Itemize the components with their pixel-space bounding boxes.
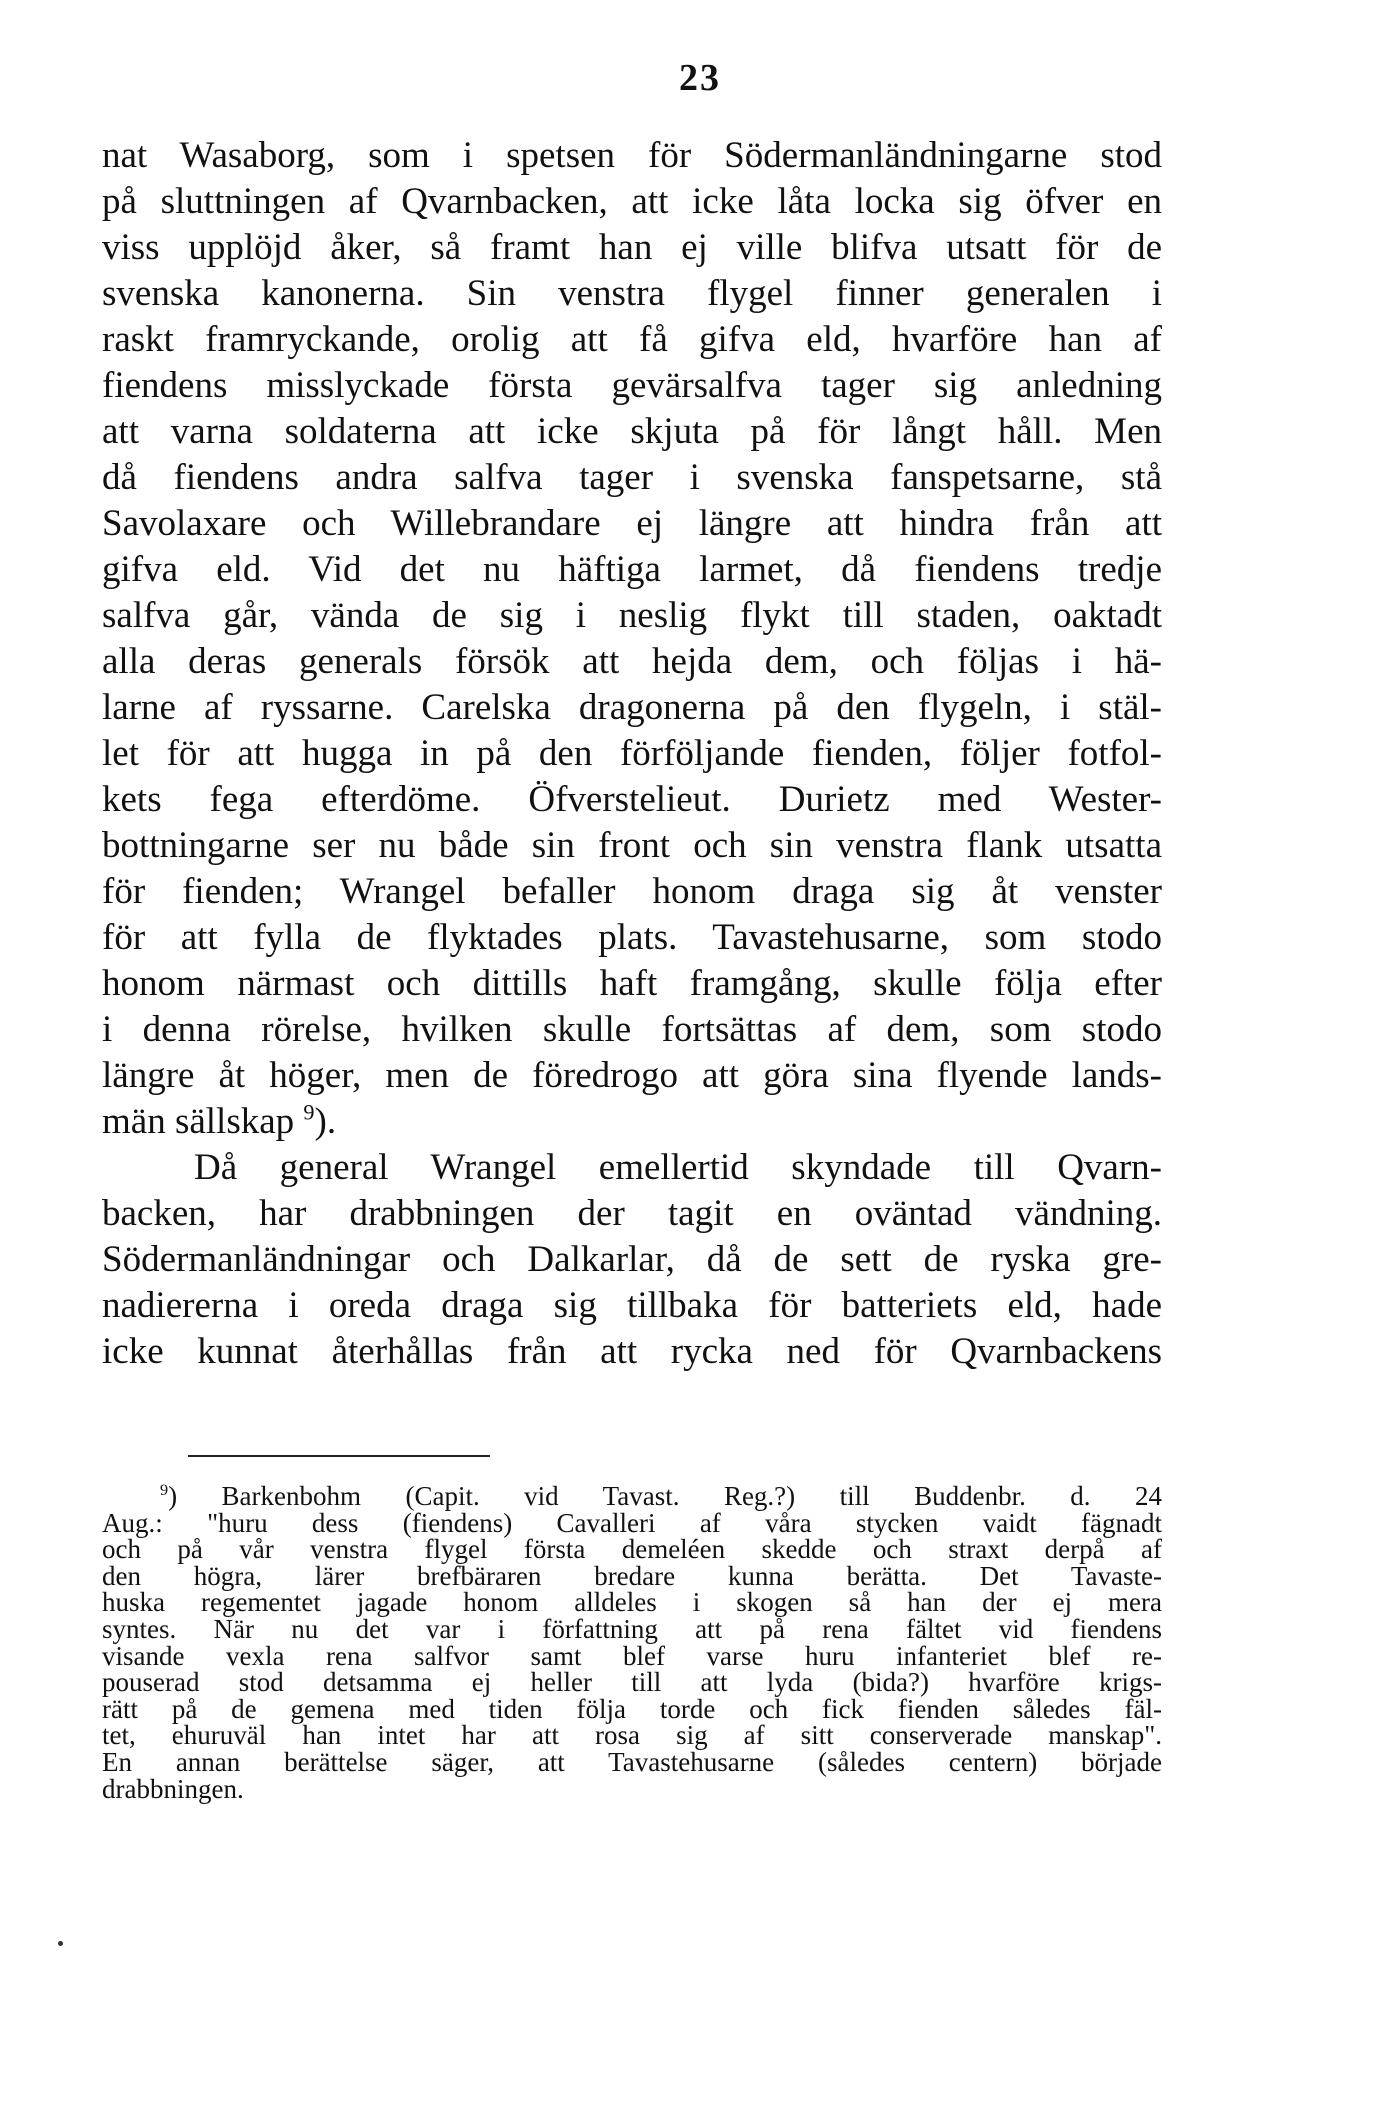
text-line: gifva eld. Vid det nu häftiga larmet, då fiendens tredje	[102, 549, 1162, 590]
text-line: backen, har drabbningen der tagit en oväntad vändning.	[102, 1193, 1162, 1234]
footnote-line: Aug.: "huru dess (fiendens) Cavalleri af våra stycken vaidt fägnadt	[102, 1507, 1162, 1538]
footnote-line: syntes. När nu det var i författning att på rena fältet vid fiendens	[102, 1613, 1162, 1644]
footnote	[102, 1483, 1162, 1802]
text-line: Då general Wrangel emellertid skyndade till Qvarn-	[194, 1147, 1162, 1188]
text-line: let för att hugga in på den förföljande fienden, följer fotfol-	[102, 733, 1162, 774]
main-text	[102, 133, 1162, 1375]
text-line: då fiendens andra salfva tager i svenska fanspetsarne, stå	[102, 457, 1162, 498]
text-line: kets fega efterdöme. Öfverstelieut. Durietz med Wester-	[102, 779, 1162, 820]
text-line	[102, 1099, 1162, 1145]
text-line: på sluttningen af Qvarnbacken, att icke låta locka sig öfver en	[102, 181, 1162, 222]
footnote-marker: 9	[160, 1481, 169, 1499]
text-line: i denna rörelse, hvilken skulle fortsättas af dem, som stodo	[102, 1009, 1162, 1050]
footnote-line: En annan berättelse säger, att Tavastehusarne (således centern) började	[102, 1746, 1162, 1777]
paragraph-end-text: män sällskap	[102, 1101, 304, 1142]
footnote-line	[102, 1483, 1162, 1510]
text-line: Södermanländningar och Dalkarlar, då de sett de ryska gre-	[102, 1239, 1162, 1280]
text-line: att varna soldaterna att icke skjuta på för långt håll. Men	[102, 411, 1162, 452]
text-line: längre åt höger, men de föredrogo att göra sina flyende lands-	[102, 1055, 1162, 1096]
text-line: raskt framryckande, orolig att få gifva eld, hvarföre han af	[102, 319, 1162, 360]
text-line: nadiererna i oreda draga sig tillbaka för batteriets eld, hade	[102, 1285, 1162, 1326]
footnote-first-text: ) Barkenbohm (Capit. vid Tavast. Reg.?) till Buddenbr. d. 24	[168, 1481, 1162, 1511]
text-line: alla deras generals försök att hejda dem, och följas i hä-	[102, 641, 1162, 682]
text-line: larne af ryssarne. Carelska dragonerna på den flygeln, i stäl-	[102, 687, 1162, 728]
text-line: icke kunnat återhållas från att rycka ned för Qvarnbackens	[102, 1331, 1162, 1372]
footnote-line: och på vår venstra flygel första demeléen skedde och straxt derpå af	[102, 1534, 1162, 1565]
text-line: viss upplöjd åker, så framt han ej ville blifva utsatt för de	[102, 227, 1162, 268]
footnote-line: rätt på de gemena med tiden följa torde och fick fienden således fäl-	[102, 1693, 1162, 1724]
text-line: Savolaxare och Willebrandare ej längre att hindra från att	[102, 503, 1162, 544]
footnote-reference: 9	[303, 1099, 315, 1125]
footnote-line: den högra, lärer brefbäraren bredare kunna berätta. Det Tavaste-	[102, 1560, 1162, 1591]
text-line: för att fylla de flyktades plats. Tavastehusarne, som stodo	[102, 917, 1162, 958]
paragraph-end-tail: ).	[314, 1101, 337, 1142]
footnote-line: pouserad stod detsamma ej heller till att lyda (bida?) hvarföre krigs-	[102, 1667, 1162, 1698]
footnote-divider	[188, 1455, 490, 1457]
footnote-line: visande vexla rena salfvor samt blef varse huru infanteriet blef re-	[102, 1640, 1162, 1671]
text-line: bottningarne ser nu både sin front och sin venstra flank utsatta	[102, 825, 1162, 866]
text-line: svenska kanonerna. Sin venstra flygel finner generalen i	[102, 273, 1162, 314]
text-line: salfva går, vända de sig i neslig flykt till staden, oaktadt	[102, 595, 1162, 636]
text-line: fiendens misslyckade första gevärsalfva tager sig anledning	[102, 365, 1162, 406]
footnote-line: huska regementet jagade honom alldeles i skogen så han der ej mera	[102, 1587, 1162, 1618]
text-line: nat Wasaborg, som i spetsen för Södermanländningarne stod	[102, 135, 1162, 176]
text-line: honom närmast och dittills haft framgång, skulle följa efter	[102, 963, 1162, 1004]
footnote-line: tet, ehuruväl han intet har att rosa sig af sitt conserverade manskap".	[102, 1720, 1162, 1751]
text-line: för fienden; Wrangel befaller honom draga sig åt venster	[102, 871, 1162, 912]
footnote-line: drabbningen.	[102, 1773, 244, 1804]
ink-speck	[58, 1941, 63, 1946]
page-number: 23	[679, 57, 721, 99]
